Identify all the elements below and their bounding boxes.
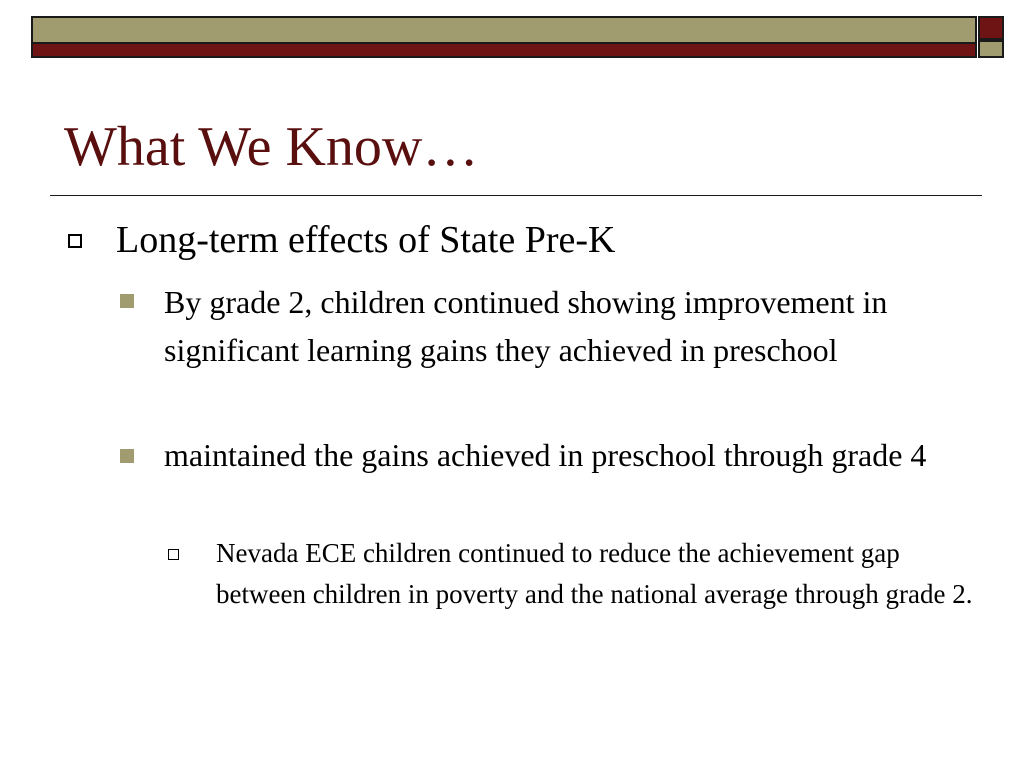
header-decoration-band <box>31 16 977 58</box>
hollow-square-bullet-icon <box>68 234 82 248</box>
corner-olive-block <box>978 40 1004 58</box>
bullet-level2-text: maintained the gains achieved in preschool through grade 4 <box>164 437 927 473</box>
slide-title: What We Know… <box>64 116 479 178</box>
title-divider <box>50 195 982 196</box>
hollow-square-bullet-icon <box>168 549 179 560</box>
bullet-level2-text: By grade 2, children continued showing improvement in significant learning gains they achieved in preschool <box>164 284 888 368</box>
corner-maroon-block <box>978 16 1004 40</box>
filled-square-bullet-icon <box>120 449 134 463</box>
bullet-level1-text: Long-term effects of State Pre-K <box>116 219 616 261</box>
header-olive-stripe <box>33 18 975 42</box>
header-maroon-stripe <box>33 42 975 58</box>
bullet-level3-text: Nevada ECE children continued to reduce the achievement gap between children in poverty and the national average through grade 2. <box>216 538 973 609</box>
filled-square-bullet-icon <box>120 294 134 308</box>
